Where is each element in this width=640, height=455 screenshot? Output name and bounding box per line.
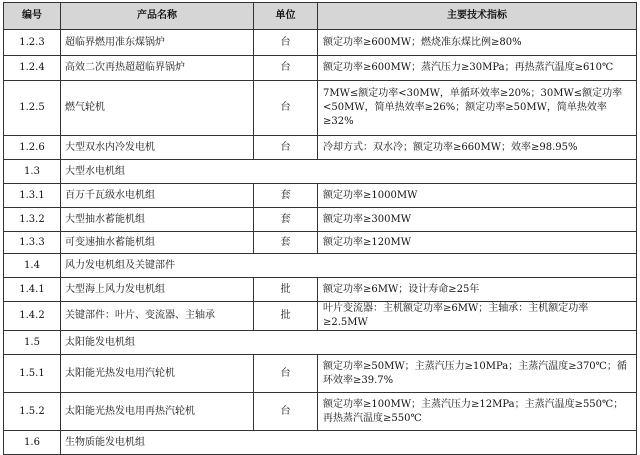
cell-number: 1.4.1: [4, 278, 61, 302]
cell-product-name: 高效二次再热超超临界锅炉: [61, 56, 254, 81]
cell-unit: 台: [254, 81, 318, 136]
product-spec-table: [3, 2, 637, 455]
table-row: [4, 136, 637, 160]
section-title: 大型水电机组: [61, 160, 637, 184]
cell-product-name: 大型抽水蓄能机组: [61, 208, 254, 232]
cell-unit: 台: [254, 30, 318, 56]
section-row: [4, 254, 637, 278]
table-row: [4, 302, 637, 331]
section-number: 1.6: [4, 431, 61, 455]
cell-tech-spec: 7MW≤额定功率<30MW，单循环效率≥20%；30MW≤额定功率<50MW，简单热效率≥26%；额定功率≥50MW，简单热效率≥32%: [318, 81, 637, 136]
cell-tech-spec: 额定功率≥600MW；蒸汽压力≥30MPa；再热蒸汽温度≥610℃: [318, 56, 637, 81]
cell-unit: 台: [254, 56, 318, 81]
cell-product-name: 百万千瓦级水电机组: [61, 184, 254, 208]
cell-unit: 套: [254, 208, 318, 232]
cell-unit: 批: [254, 302, 318, 331]
cell-number: 1.3.3: [4, 232, 61, 254]
cell-tech-spec: 叶片变流器：主机额定功率≥6MW；主轴承：主机额定功率≥2.5MW: [318, 302, 637, 331]
cell-unit: 台: [254, 393, 318, 431]
cell-number: 1.5.1: [4, 355, 61, 393]
cell-product-name: 太阳能光热发电用再热汽轮机: [61, 393, 254, 431]
section-row: [4, 331, 637, 355]
cell-number: 1.5.2: [4, 393, 61, 431]
cell-product-name: 超临界燃用准东煤锅炉: [61, 30, 254, 56]
cell-number: 1.4.2: [4, 302, 61, 331]
cell-number: 1.3.2: [4, 208, 61, 232]
cell-tech-spec: 额定功率≥600MW；燃烧准东煤比例≥80%: [318, 30, 637, 56]
cell-number: 1.3.1: [4, 184, 61, 208]
cell-number: 1.2.4: [4, 56, 61, 81]
table-row: [4, 278, 637, 302]
cell-tech-spec: 额定功率≥50MW；主蒸汽压力≥10MPa；主蒸汽温度≥370℃；循环效率≥39.7%: [318, 355, 637, 393]
table-row: [4, 184, 637, 208]
table-header-row: [4, 3, 637, 30]
cell-tech-spec: 额定功率≥6MW；设计寿命≥25年: [318, 278, 637, 302]
cell-number: 1.2.3: [4, 30, 61, 56]
table-row: [4, 56, 637, 81]
header-unit: 单位: [254, 3, 318, 30]
cell-tech-spec: 冷却方式：双水冷；额定功率≥660MW；效率≥98.95%: [318, 136, 637, 160]
cell-product-name: 可变速抽水蓄能机组: [61, 232, 254, 254]
cell-product-name: 燃气轮机: [61, 81, 254, 136]
section-number: 1.5: [4, 331, 61, 355]
cell-number: 1.2.5: [4, 81, 61, 136]
cell-tech-spec: 额定功率≥300MW: [318, 208, 637, 232]
table-row: [4, 393, 637, 431]
cell-tech-spec: 额定功率≥120MW: [318, 232, 637, 254]
section-row: [4, 431, 637, 455]
cell-unit: 批: [254, 278, 318, 302]
cell-unit: 台: [254, 136, 318, 160]
section-title: 太阳能发电机组: [61, 331, 637, 355]
table-row: [4, 81, 637, 136]
section-number: 1.4: [4, 254, 61, 278]
header-number: 编号: [4, 3, 61, 30]
section-title: 生物质能发电机组: [61, 431, 637, 455]
cell-product-name: 大型海上风力发电机组: [61, 278, 254, 302]
cell-unit: 台: [254, 355, 318, 393]
cell-product-name: 关键部件：叶片、变流器、主轴承: [61, 302, 254, 331]
table-row: [4, 30, 637, 56]
cell-unit: 套: [254, 232, 318, 254]
cell-number: 1.2.6: [4, 136, 61, 160]
cell-tech-spec: 额定功率≥1000MW: [318, 184, 637, 208]
cell-product-name: 太阳能光热发电用汽轮机: [61, 355, 254, 393]
section-title: 风力发电机组及关键部件: [61, 254, 637, 278]
cell-tech-spec: 额定功率≥100MW；主蒸汽压力≥12MPa；主蒸汽温度≥550℃；再热蒸汽温度≥550℃: [318, 393, 637, 431]
table-row: [4, 232, 637, 254]
cell-product-name: 大型双水内冷发电机: [61, 136, 254, 160]
table-row: [4, 355, 637, 393]
section-row: [4, 160, 637, 184]
header-tech-specs: 主要技术指标: [318, 3, 637, 30]
header-product-name: 产品名称: [61, 3, 254, 30]
table-row: [4, 208, 637, 232]
cell-unit: 套: [254, 184, 318, 208]
section-number: 1.3: [4, 160, 61, 184]
